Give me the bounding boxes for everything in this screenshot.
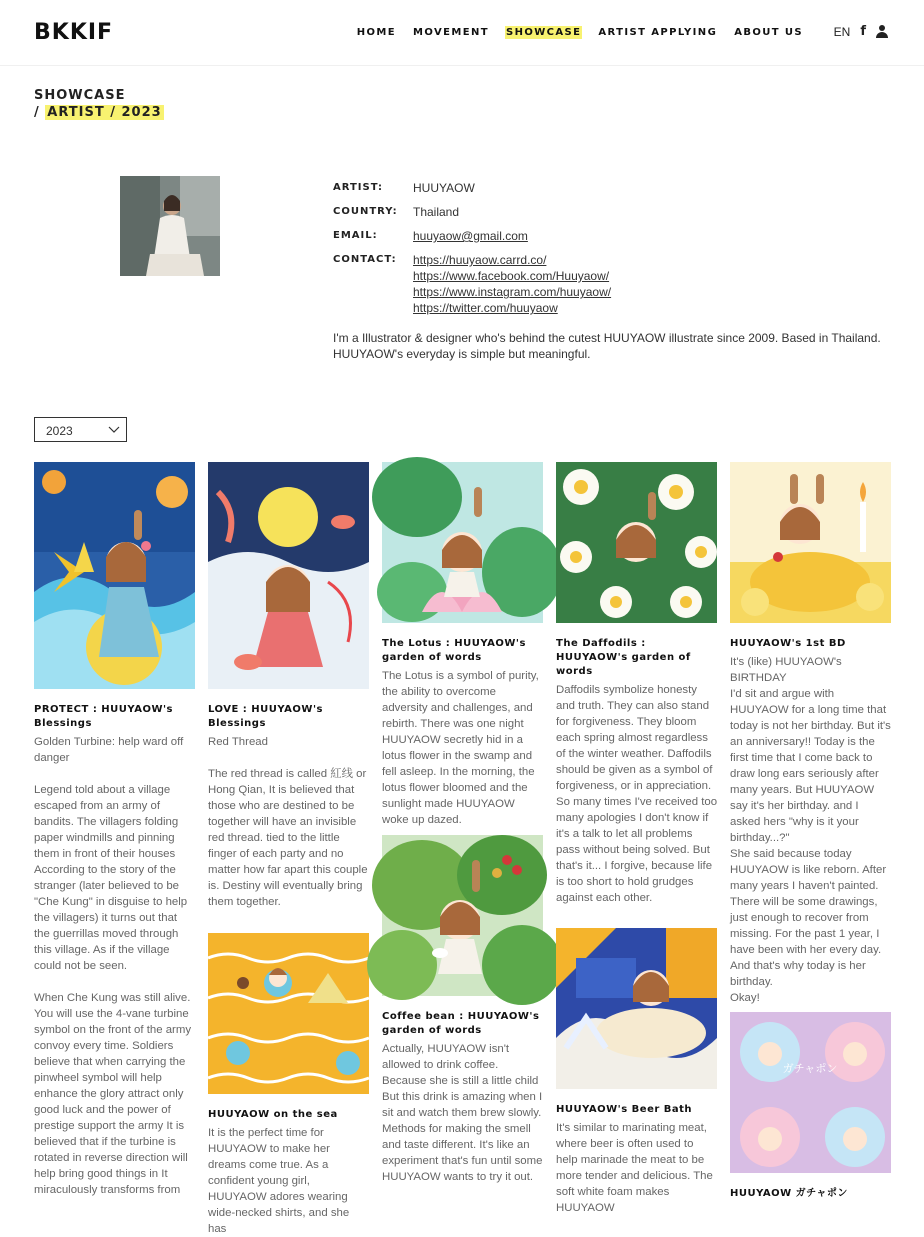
work-card[interactable] bbox=[730, 462, 892, 1006]
artwork-caption: ガチャポン bbox=[782, 1062, 838, 1075]
work-title[interactable]: HUUYAOW's Beer Bath bbox=[556, 1104, 693, 1115]
work-description: Daffodils symbolize honesty and truth. They can also stand for forgiveness. They bloom each spring almost regardless of the winter weather. Daffodils should be given as a symbol of forgiveness, or in appreciation. So many times I've received too many apologies I don't know if it's a talk to let all problems pass without being solved. But that's it... I forgive, because life is too short to hold grudges against each other. bbox=[556, 684, 718, 904]
contact-link-instagram[interactable]: https://www.instagram.com/huuyaow/ bbox=[413, 285, 612, 299]
work-card[interactable] bbox=[34, 462, 196, 1198]
nav-movement[interactable]: MOVEMENT bbox=[413, 27, 489, 38]
contact-link-facebook[interactable]: https://www.facebook.com/Huuyaow/ bbox=[413, 269, 610, 283]
work-card[interactable] bbox=[382, 835, 544, 1185]
year-select-value: 2023 bbox=[46, 424, 73, 438]
work-title[interactable]: The Daffodils : HUUYAOW's garden of words bbox=[556, 638, 691, 677]
work-description: Golden Turbine: help ward off danger Legend told about a village escaped from an army of bandits. The villagers folding paper windmills and pinning them in front of their houses According to the story of the stranger (later believed to be "Che Kung" in disguise to help the villagers) it turns out that the guerrillas moved through this village. As if the village could not be seen. When Che Kung was still alive. You will use the 4-vane turbine symbol on the front of the army convoy every time. Soldiers believe that when carrying the pinwheel symbol will help enhance the glory attract only good luck and the power of prestige support the army It is believed that if the turbine is rotated in reverse direction will help bring good things in It miraculously transforms from bbox=[34, 736, 192, 1196]
page-title: SHOWCASE bbox=[34, 88, 126, 103]
site-logo[interactable]: BKKIF bbox=[34, 20, 114, 45]
artist-row bbox=[333, 180, 611, 196]
contact-label: CONTACT: bbox=[333, 254, 397, 265]
nav-artist-applying[interactable]: ARTIST APPLYING bbox=[598, 27, 718, 38]
work-description: The Lotus is a symbol of purity, the ability to overcome adversity and challenges, and rebirth. There was one night HUUYAOW secretly hid in a lotus flower in the swamp and fell asleep. In the morning, the lotus flower bloomed and the sunlight made HUUYAOW woke up dazed. bbox=[382, 670, 539, 826]
artist-label: ARTIST: bbox=[333, 182, 384, 193]
email-link[interactable]: huuyaow@gmail.com bbox=[413, 229, 528, 243]
artwork-image[interactable] bbox=[208, 933, 369, 1094]
site-header bbox=[0, 0, 924, 66]
work-card[interactable] bbox=[208, 933, 370, 1237]
facebook-icon[interactable]: f bbox=[860, 24, 866, 39]
artwork-image[interactable] bbox=[556, 928, 717, 1089]
work-title[interactable]: HUUYAOW ガチャポン bbox=[730, 1188, 848, 1199]
work-card[interactable] bbox=[382, 462, 544, 828]
work-title[interactable]: HUUYAOW's 1st BD bbox=[730, 638, 846, 649]
work-description: It is the perfect time for HUUYAOW to make her dreams come true. As a confident young girl, HUUYAOW adores wearing wide-necked shirts, and she has bbox=[208, 1127, 350, 1235]
country-row bbox=[333, 204, 611, 220]
contact-link-twitter[interactable]: https://twitter.com/huuyaow bbox=[413, 301, 558, 315]
breadcrumb-prefix: / bbox=[34, 105, 46, 120]
email-label: EMAIL: bbox=[333, 230, 378, 241]
user-icon[interactable] bbox=[876, 25, 888, 38]
year-select[interactable] bbox=[34, 417, 127, 442]
work-card[interactable] bbox=[208, 462, 370, 910]
header-utilities bbox=[834, 24, 888, 39]
artist-country: Thailand bbox=[413, 205, 460, 219]
work-description: Red Thread The red thread is called 紅线 or Hong Qian, It is believed that those who are destined to be together will have an invisible red thread. tied to the little finger of each party and no matter how far apart this couple is. Destiny will eventually bring them together. bbox=[208, 736, 368, 908]
breadcrumb-current: ARTIST / 2023 bbox=[47, 105, 162, 120]
country-label: COUNTRY: bbox=[333, 206, 398, 217]
work-title[interactable]: LOVE : HUUYAOW's Blessings bbox=[208, 704, 323, 729]
work-card[interactable] bbox=[730, 1012, 892, 1201]
breadcrumb bbox=[34, 105, 164, 120]
work-title[interactable]: PROTECT : HUUYAOW's Blessings bbox=[34, 704, 173, 729]
nav-about-us[interactable]: ABOUT US bbox=[734, 27, 803, 38]
nav-home[interactable]: HOME bbox=[356, 27, 397, 38]
artist-name: HUUYAOW bbox=[413, 181, 475, 195]
artwork-image[interactable] bbox=[382, 835, 543, 996]
artwork-image[interactable] bbox=[34, 462, 195, 689]
artwork-image[interactable] bbox=[730, 462, 891, 623]
email-row bbox=[333, 228, 611, 244]
contact-link-carrd[interactable]: https://huuyaow.carrd.co/ bbox=[413, 253, 547, 267]
work-title[interactable]: Coffee bean : HUUYAOW's garden of words bbox=[382, 1011, 540, 1036]
work-description: It's (like) HUUYAOW's BIRTHDAY I'd sit and argue with HUUYAOW for a long time that today is not her birthday. But it's an anniversary!! Today is the first time that I come back to draw long ears seriously after many years. But HUUYAOW say it's her birthday. and I asked hers "why is it your birthday...?" She said because today HUUYAOW is like reborn. After many years I haven't painted. There will be some drawings, just enough to recover from missing. For the past 1 year, I have been with her every day. And that's why today is her birthday. Okay! bbox=[730, 656, 891, 1004]
artwork-image[interactable] bbox=[730, 1012, 891, 1173]
artist-info bbox=[333, 180, 611, 324]
main-nav bbox=[356, 26, 804, 39]
artwork-image[interactable] bbox=[382, 462, 543, 623]
artwork-image[interactable] bbox=[208, 462, 369, 689]
work-title[interactable]: The Lotus : HUUYAOW's garden of words bbox=[382, 638, 526, 663]
work-card[interactable] bbox=[556, 928, 718, 1216]
work-description: Actually, HUUYAOW isn't allowed to drink coffee. Because she is still a little child But this drink is amazing when I sit and watch them brew slowly. Methods for making the smell and taste different. It's like an experiment that's fun until some HUUYAOW wants to try it out. bbox=[382, 1043, 543, 1183]
artist-avatar bbox=[120, 176, 220, 276]
work-title[interactable]: HUUYAOW on the sea bbox=[208, 1109, 338, 1120]
nav-showcase[interactable]: SHOWCASE bbox=[505, 27, 582, 38]
work-description: It's similar to marinating meat, where beer is often used to help marinade the meat to be more tender and delicious. The soft white foam makes HUUYAOW bbox=[556, 1122, 713, 1214]
contact-row bbox=[333, 252, 611, 316]
chevron-down-icon bbox=[108, 423, 120, 438]
artwork-image[interactable] bbox=[556, 462, 717, 623]
language-switch[interactable]: EN bbox=[833, 24, 851, 39]
artist-bio: I'm a Illustrator & designer who's behind the cutest HUUYAOW illustrate since 2009. Based in Thailand. HUUYAOW's everyday is simple but meaningful. bbox=[333, 331, 881, 361]
work-card[interactable] bbox=[556, 462, 718, 906]
